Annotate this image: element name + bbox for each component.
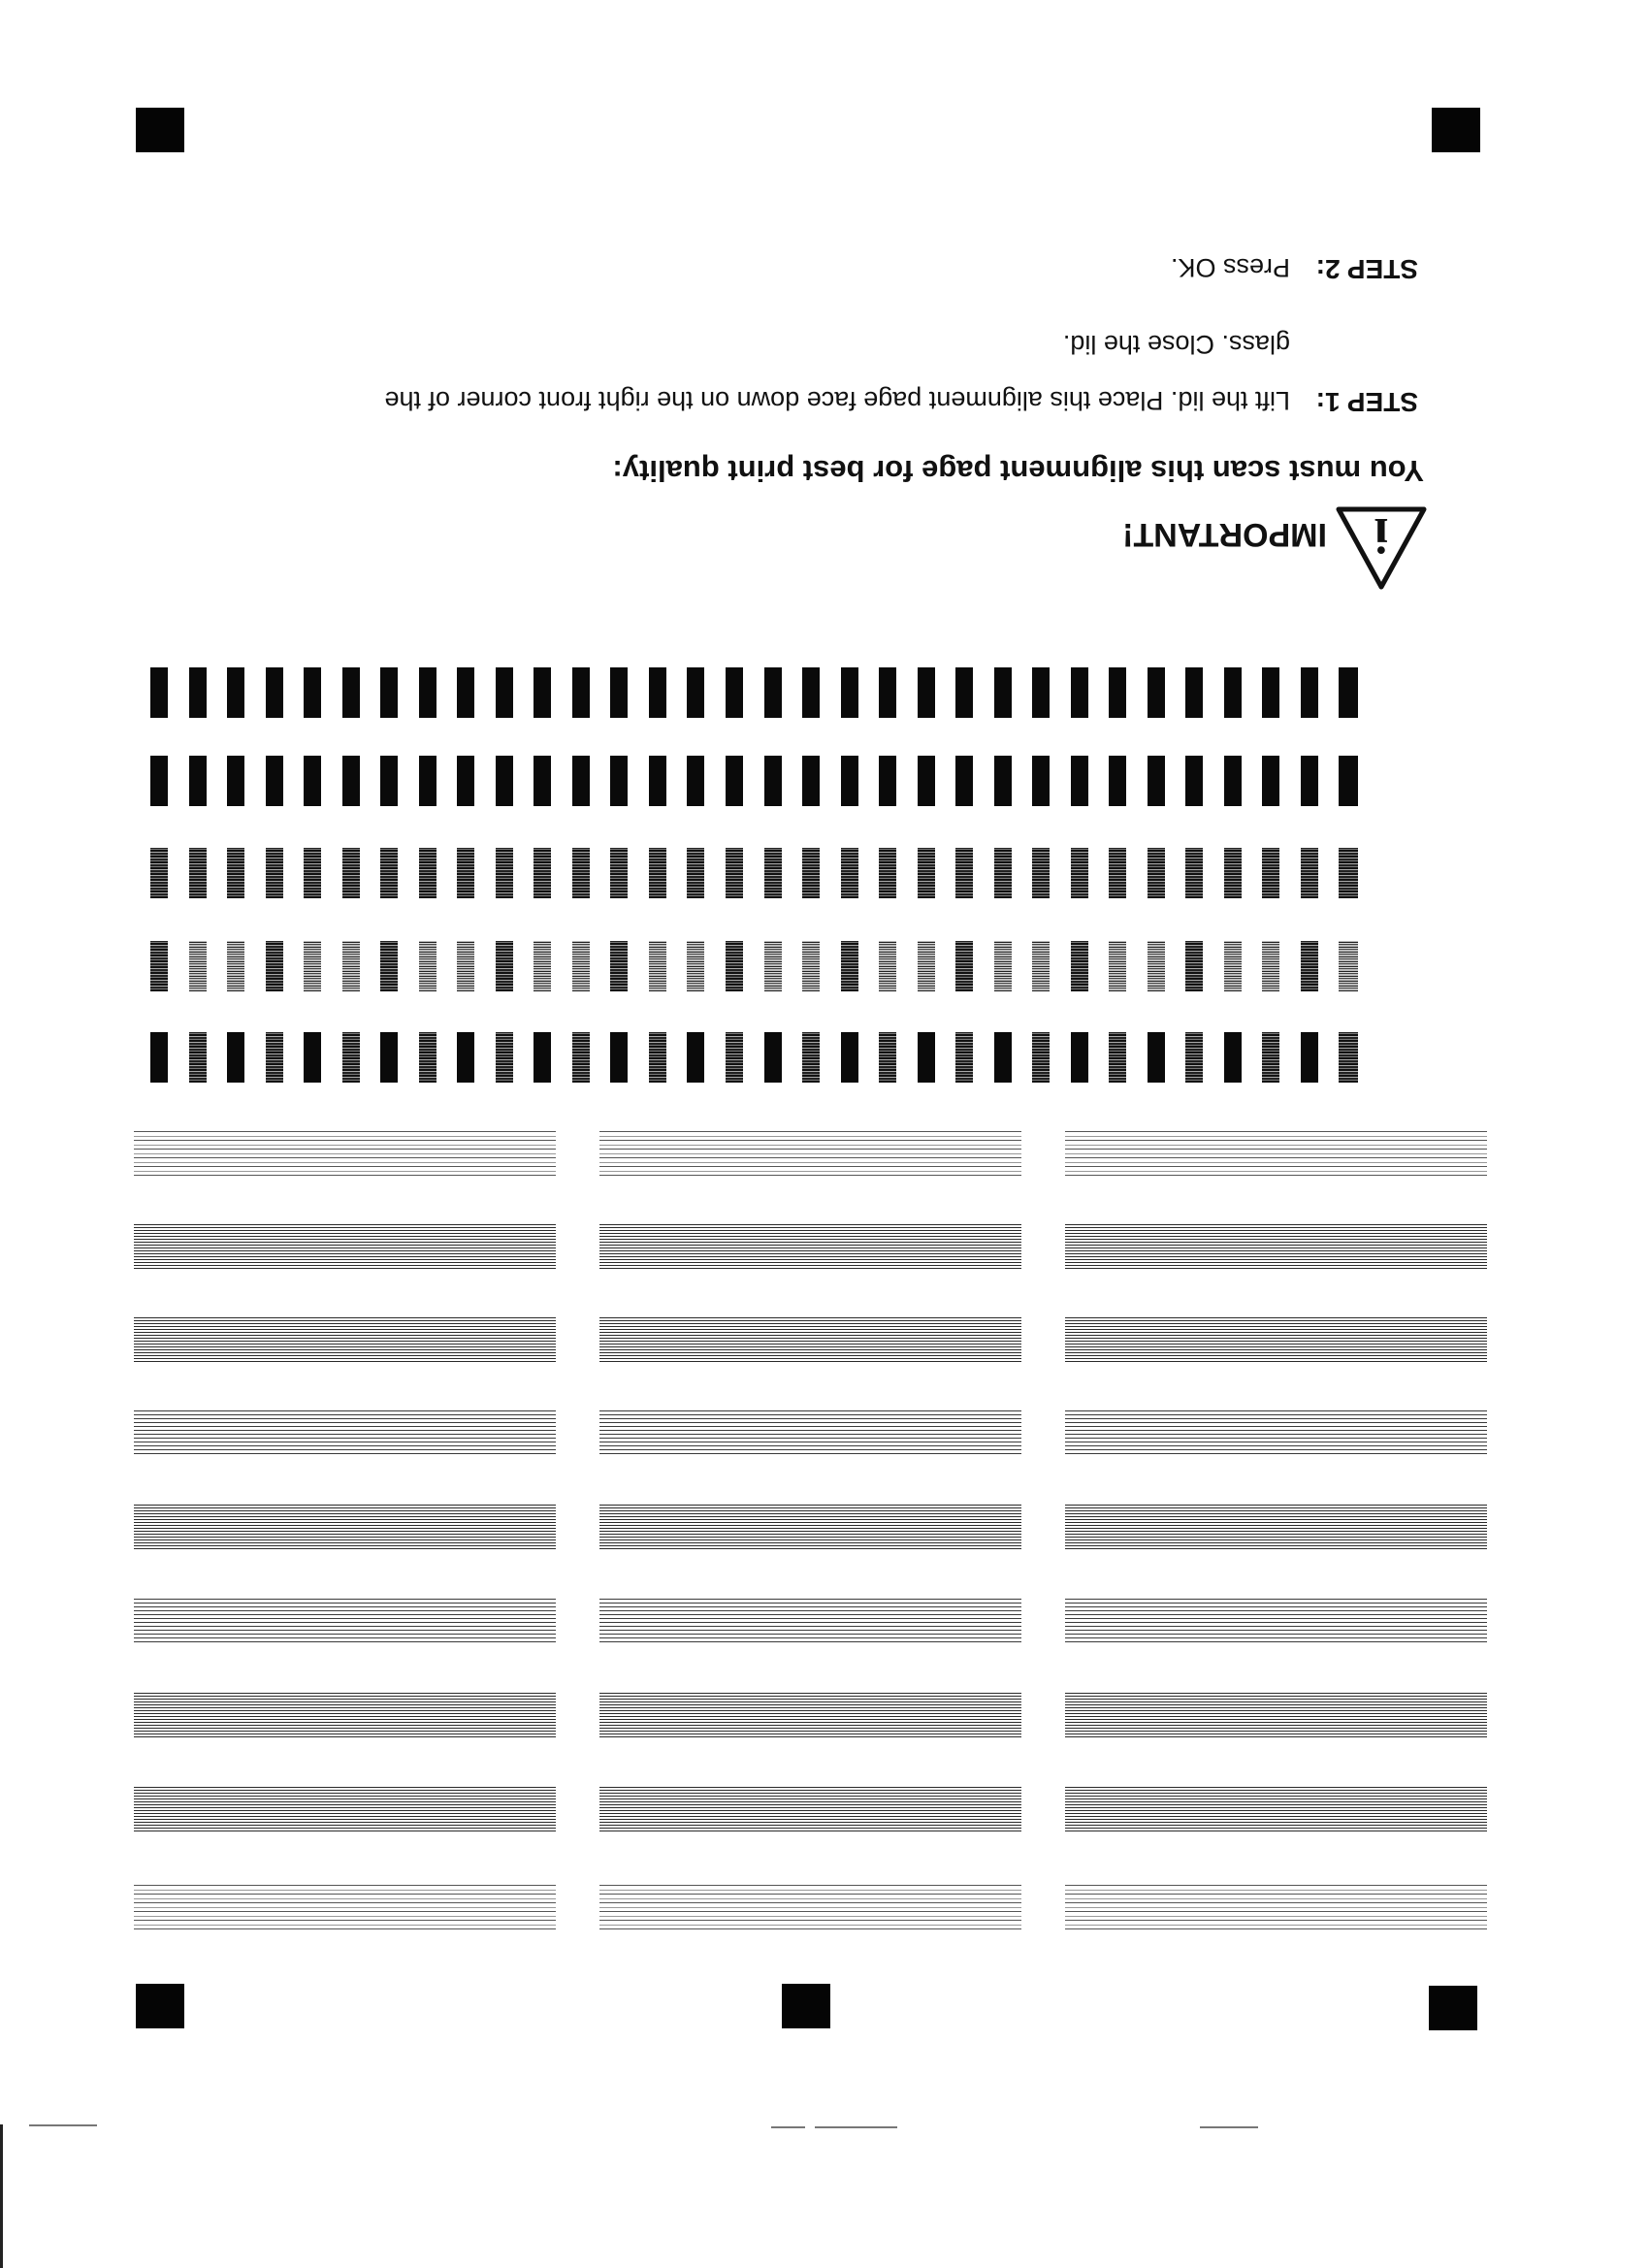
alignment-bar: [1339, 667, 1358, 718]
alignment-bar: [1339, 756, 1358, 806]
alignment-bar: [1224, 848, 1242, 898]
alignment-bar: [189, 667, 207, 718]
alignment-bar: [841, 756, 858, 806]
alignment-bar: [764, 848, 782, 898]
alignment-bar: [380, 756, 398, 806]
line-pattern-block: [599, 1599, 1021, 1645]
alignment-bar: [1224, 1032, 1242, 1083]
alignment-bar: [380, 848, 398, 898]
alignment-bar: [1148, 1032, 1165, 1083]
alignment-bar: [802, 848, 820, 898]
alignment-bar: [687, 1032, 704, 1083]
alignment-bar: [1301, 941, 1318, 991]
bar-row: [150, 1032, 1377, 1083]
alignment-bar: [802, 667, 820, 718]
alignment-bar: [879, 848, 896, 898]
alignment-bar: [496, 756, 513, 806]
alignment-bar: [227, 756, 244, 806]
alignment-bar: [1301, 667, 1318, 718]
alignment-bar: [304, 1032, 321, 1083]
alignment-bar: [1301, 1032, 1318, 1083]
alignment-bar: [1032, 1032, 1050, 1083]
alignment-bar: [1262, 667, 1279, 718]
alignment-bar: [1185, 941, 1203, 991]
alignment-bar: [1339, 941, 1358, 991]
alignment-bar: [534, 941, 551, 991]
alignment-bar: [534, 667, 551, 718]
alignment-bar: [189, 848, 207, 898]
alignment-bar: [1071, 848, 1088, 898]
line-pattern-block: [599, 1224, 1021, 1271]
alignment-bar: [150, 1032, 168, 1083]
step-2-text: Press OK.: [1170, 253, 1290, 282]
alignment-bar: [802, 941, 820, 991]
alignment-bar: [726, 667, 743, 718]
alignment-bar: [1339, 1032, 1358, 1083]
scan-artifact-line: [771, 2126, 805, 2128]
step-1-label: STEP 1:: [1315, 387, 1418, 417]
info-warning-triangle-icon: [1335, 502, 1428, 591]
important-heading: IMPORTANT!: [1122, 516, 1327, 553]
alignment-bar: [534, 756, 551, 806]
alignment-bar: [304, 848, 321, 898]
alignment-bar: [304, 667, 321, 718]
alignment-bar: [918, 941, 935, 991]
line-pattern-block: [1065, 1410, 1487, 1457]
alignment-bar: [994, 848, 1012, 898]
line-pattern-block: [134, 1787, 556, 1833]
alignment-bar: [1224, 667, 1242, 718]
line-pattern-block: [134, 1224, 556, 1271]
alignment-bar: [380, 941, 398, 991]
alignment-bar: [227, 1032, 244, 1083]
alignment-bar: [1185, 1032, 1203, 1083]
line-pattern-block: [134, 1317, 556, 1364]
alignment-bar: [150, 667, 168, 718]
alignment-bar: [1071, 667, 1088, 718]
alignment-bar: [457, 756, 474, 806]
line-pattern-block: [134, 1599, 556, 1645]
alignment-bar: [457, 667, 474, 718]
instruction-text: You must scan this alignment page for best print quality:: [612, 454, 1424, 488]
alignment-bar: [342, 848, 360, 898]
alignment-bar: [266, 941, 283, 991]
alignment-bar: [342, 1032, 360, 1083]
alignment-bar: [1185, 848, 1203, 898]
alignment-bar: [687, 756, 704, 806]
alignment-bar: [726, 848, 743, 898]
alignment-bar: [1109, 1032, 1126, 1083]
alignment-bar: [649, 756, 666, 806]
alignment-bar: [1148, 941, 1165, 991]
alignment-bar: [572, 941, 590, 991]
alignment-bar: [1148, 756, 1165, 806]
line-pattern-block: [599, 1885, 1021, 1931]
alignment-bar: [918, 1032, 935, 1083]
alignment-bar: [918, 667, 935, 718]
alignment-bar: [150, 941, 168, 991]
alignment-bar: [1262, 1032, 1279, 1083]
alignment-bar: [304, 756, 321, 806]
alignment-bar: [266, 848, 283, 898]
alignment-bar: [1032, 756, 1050, 806]
alignment-bar: [1339, 848, 1358, 898]
alignment-bar: [266, 756, 283, 806]
alignment-bar: [304, 941, 321, 991]
line-pattern-block: [1065, 1693, 1487, 1739]
bar-row: [150, 756, 1377, 806]
alignment-bar: [342, 941, 360, 991]
alignment-bar: [879, 1032, 896, 1083]
alignment-bar: [1301, 756, 1318, 806]
alignment-bar: [496, 848, 513, 898]
alignment-bar: [649, 848, 666, 898]
alignment-bar: [764, 1032, 782, 1083]
alignment-bar: [1109, 941, 1126, 991]
alignment-bar: [189, 756, 207, 806]
alignment-bar: [1109, 848, 1126, 898]
alignment-bar: [1109, 667, 1126, 718]
alignment-bar: [879, 941, 896, 991]
alignment-bar: [227, 667, 244, 718]
line-pattern-block: [599, 1505, 1021, 1551]
alignment-bar: [380, 667, 398, 718]
scan-artifact-line: [29, 2124, 97, 2126]
svg-text:i: i: [1374, 507, 1389, 563]
alignment-bar: [534, 1032, 551, 1083]
alignment-bar: [610, 848, 628, 898]
line-pattern-block: [1065, 1131, 1487, 1178]
line-pattern-block: [1065, 1885, 1487, 1931]
alignment-bar: [1262, 848, 1279, 898]
alignment-bar: [1032, 667, 1050, 718]
alignment-bar: [1262, 941, 1279, 991]
scan-edge-line: [0, 2124, 3, 2268]
alignment-bar: [266, 667, 283, 718]
alignment-bar: [457, 1032, 474, 1083]
line-pattern-block: [1065, 1224, 1487, 1271]
alignment-bar: [1071, 1032, 1088, 1083]
alignment-bar: [1109, 756, 1126, 806]
bar-row: [150, 941, 1377, 991]
alignment-bar: [955, 941, 973, 991]
alignment-bar: [1148, 848, 1165, 898]
line-pattern-block: [134, 1885, 556, 1931]
line-pattern-block: [599, 1410, 1021, 1457]
line-pattern-block: [599, 1787, 1021, 1833]
alignment-bar: [457, 941, 474, 991]
scan-artifact-line: [1200, 2126, 1258, 2128]
alignment-bar: [496, 941, 513, 991]
step-1-text-continued: glass. Close the lid.: [1062, 330, 1290, 359]
alignment-bar: [918, 756, 935, 806]
alignment-bar: [841, 848, 858, 898]
alignment-bar: [419, 667, 436, 718]
alignment-bar: [150, 756, 168, 806]
alignment-bar: [342, 756, 360, 806]
alignment-bar: [1301, 848, 1318, 898]
alignment-bar: [841, 941, 858, 991]
line-pattern-block: [1065, 1599, 1487, 1645]
alignment-bar: [610, 941, 628, 991]
alignment-bar: [1224, 941, 1242, 991]
alignment-bar: [572, 756, 590, 806]
alignment-bar: [419, 1032, 436, 1083]
alignment-bar: [572, 1032, 590, 1083]
line-pattern-block: [1065, 1505, 1487, 1551]
alignment-bar: [572, 848, 590, 898]
scan-artifact-line: [815, 2126, 897, 2128]
bar-row: [150, 848, 1377, 898]
alignment-bar: [1185, 667, 1203, 718]
alignment-bar: [189, 1032, 207, 1083]
alignment-bar: [649, 667, 666, 718]
alignment-bar: [994, 756, 1012, 806]
alignment-bar: [1185, 756, 1203, 806]
alignment-bar: [266, 1032, 283, 1083]
alignment-bar: [726, 941, 743, 991]
line-pattern-block: [599, 1317, 1021, 1364]
alignment-bar: [1262, 756, 1279, 806]
alignment-bar: [687, 941, 704, 991]
alignment-bar: [496, 1032, 513, 1083]
alignment-bar: [227, 941, 244, 991]
line-pattern-block: [599, 1131, 1021, 1178]
alignment-bar: [994, 1032, 1012, 1083]
alignment-bar: [1032, 848, 1050, 898]
alignment-bar: [726, 756, 743, 806]
alignment-bar: [419, 848, 436, 898]
alignment-bar: [534, 848, 551, 898]
alignment-bar: [841, 1032, 858, 1083]
alignment-bar: [764, 941, 782, 991]
line-pattern-block: [134, 1693, 556, 1739]
alignment-bar: [687, 848, 704, 898]
alignment-bar: [687, 667, 704, 718]
alignment-bar: [1224, 756, 1242, 806]
alignment-bar: [189, 941, 207, 991]
line-pattern-block: [1065, 1787, 1487, 1833]
alignment-bar: [1071, 756, 1088, 806]
alignment-bar: [572, 667, 590, 718]
line-pattern-block: [134, 1410, 556, 1457]
alignment-bar: [610, 1032, 628, 1083]
alignment-bar: [649, 1032, 666, 1083]
step-1-text: Lift the lid. Place this alignment page face down on the right front corner of the: [384, 386, 1290, 415]
alignment-bar: [764, 667, 782, 718]
alignment-bar: [994, 941, 1012, 991]
alignment-bar: [227, 848, 244, 898]
alignment-bar: [879, 667, 896, 718]
alignment-bar: [802, 1032, 820, 1083]
alignment-bar: [1148, 667, 1165, 718]
alignment-bar: [841, 667, 858, 718]
alignment-bar: [994, 667, 1012, 718]
alignment-bar: [610, 756, 628, 806]
alignment-bar: [955, 1032, 973, 1083]
line-pattern-block: [1065, 1317, 1487, 1364]
alignment-bar: [802, 756, 820, 806]
alignment-bar: [955, 756, 973, 806]
line-pattern-block: [134, 1505, 556, 1551]
alignment-bar: [150, 848, 168, 898]
alignment-bar: [879, 756, 896, 806]
alignment-bar: [457, 848, 474, 898]
alignment-bar: [955, 667, 973, 718]
alignment-bar: [342, 667, 360, 718]
alignment-bar: [610, 667, 628, 718]
alignment-bar: [726, 1032, 743, 1083]
alignment-bar: [380, 1032, 398, 1083]
alignment-bar: [764, 756, 782, 806]
alignment-bar: [955, 848, 973, 898]
alignment-bar: [419, 941, 436, 991]
line-pattern-block: [599, 1693, 1021, 1739]
line-pattern-block: [134, 1131, 556, 1178]
bar-row: [150, 667, 1377, 718]
alignment-bar: [1032, 941, 1050, 991]
alignment-bar: [649, 941, 666, 991]
step-2-label: STEP 2:: [1315, 254, 1418, 284]
alignment-bar: [1071, 941, 1088, 991]
alignment-bar: [496, 667, 513, 718]
alignment-bar: [419, 756, 436, 806]
alignment-bar: [918, 848, 935, 898]
